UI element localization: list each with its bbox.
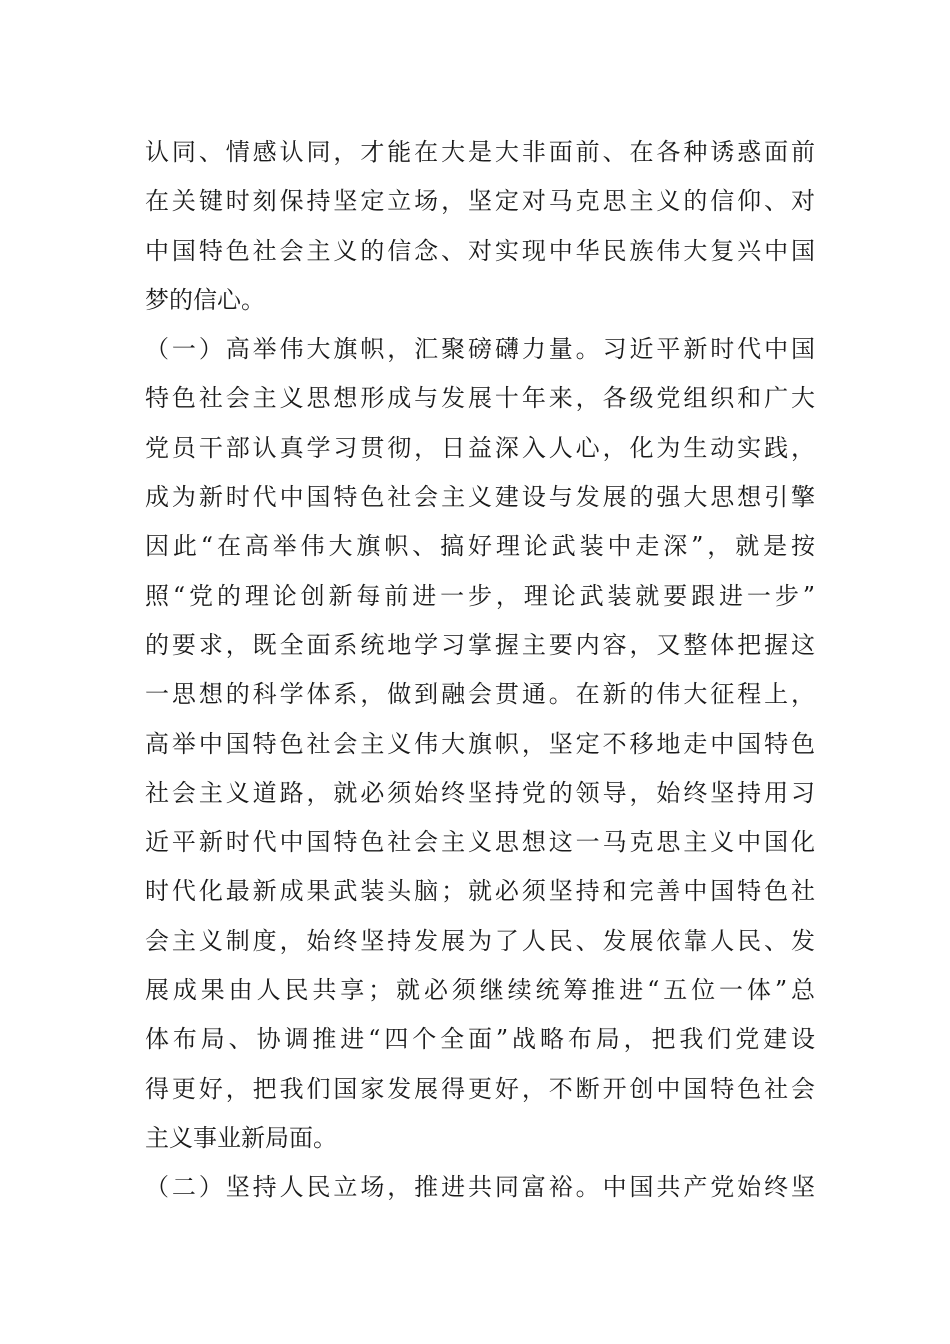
text-line: 主义事业新局面。 (145, 1123, 337, 1152)
text-line: 得更好，把我们国家发展得更好，不断开创中国特色社会 (145, 1074, 815, 1103)
text-line: 一思想的科学体系，做到融会贯通。在新的伟大征程上， (145, 680, 815, 709)
text-line: 梦的信心。 (145, 285, 265, 314)
text-line: 体布局、协调推进“四个全面”战略布局，把我们党建设 (145, 1025, 815, 1054)
text-line: 照“党的理论创新每前进一步，理论武装就要跟进一步” (145, 581, 815, 610)
text-line: 中国特色社会主义的信念、对实现中华民族伟大复兴中国 (145, 236, 815, 265)
text-line: 会主义制度，始终坚持发展为了人民、发展依靠人民、发 (145, 926, 815, 955)
text-line: 时代化最新成果武装头脑；就必须坚持和完善中国特色社 (145, 877, 815, 906)
text-line: 认同、情感认同，才能在大是大非面前、在各种诱惑面前 (145, 138, 815, 166)
text-line: 在关键时刻保持坚定立场，坚定对马克思主义的信仰、对 (145, 187, 815, 216)
text-line: 社会主义道路，就必须始终坚持党的领导，始终坚持用习 (145, 778, 815, 807)
text-line: 展成果由人民共享；就必须继续统筹推进“五位一体”总 (145, 976, 815, 1005)
text-line: 的要求，既全面系统地学习掌握主要内容，又整体把握这 (145, 630, 815, 659)
text-line: （二）坚持人民立场，推进共同富裕。中国共产党始终坚 (145, 1173, 815, 1202)
text-line: 党员干部认真学习贯彻，日益深入人心，化为生动实践， (145, 433, 815, 462)
text-line: 近平新时代中国特色社会主义思想这一马克思主义中国化 (145, 828, 815, 857)
body-text (145, 128, 815, 1213)
text-line: 因此“在高举伟大旗帜、搞好理论武装中走深”，就是按 (145, 532, 815, 561)
text-line: 高举中国特色社会主义伟大旗帜，坚定不移地走中国特色 (145, 729, 815, 758)
text-line: （一）高举伟大旗帜，汇聚磅礴力量。习近平新时代中国 (145, 335, 815, 364)
text-line: 成为新时代中国特色社会主义建设与发展的强大思想引擎 (145, 483, 815, 512)
text-line: 特色社会主义思想形成与发展十年来，各级党组织和广大 (145, 384, 815, 413)
